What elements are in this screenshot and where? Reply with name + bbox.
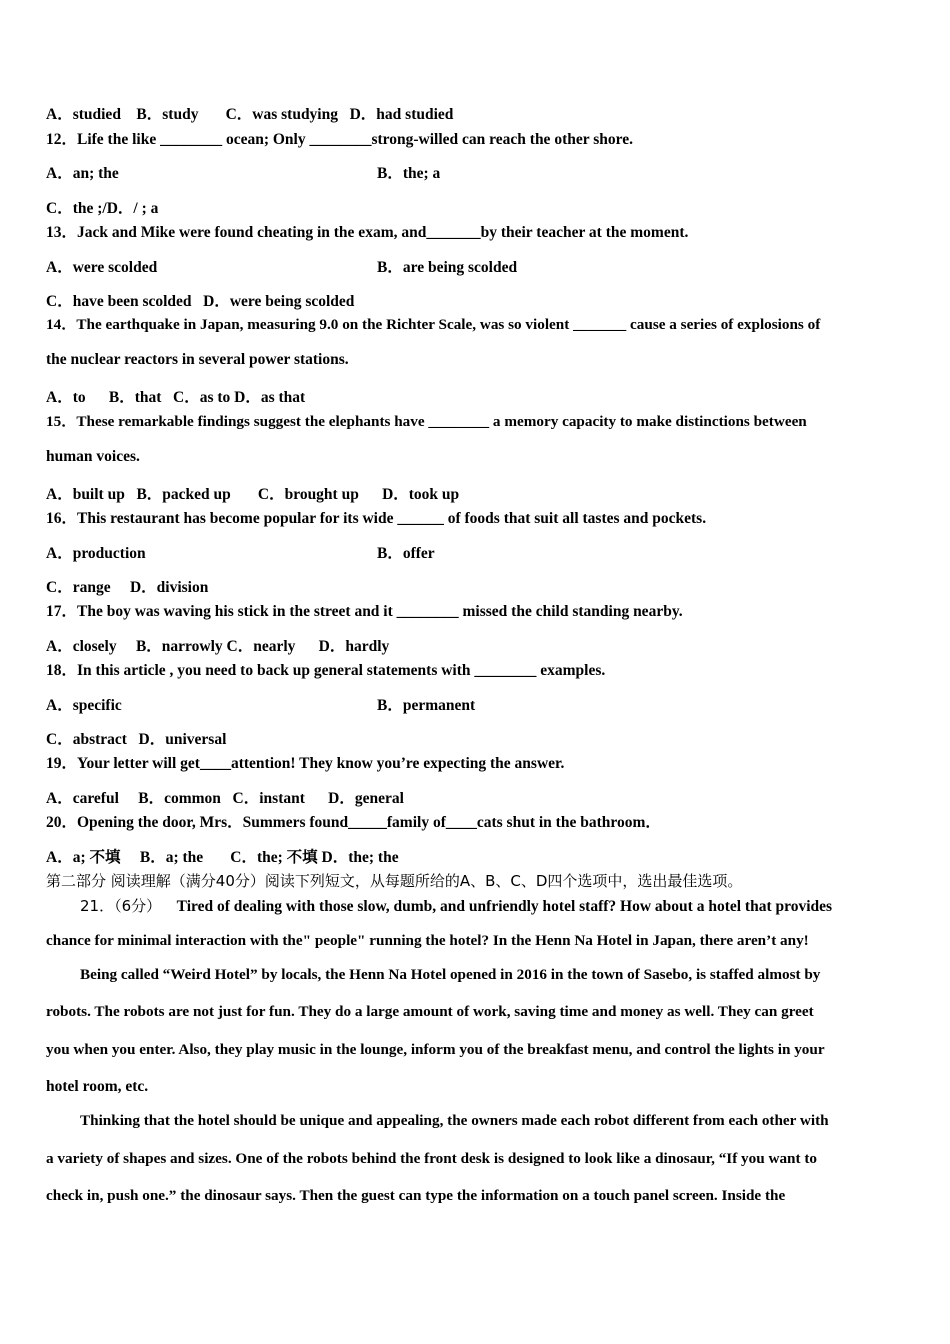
q21-p1-line2: chance for minimal interaction with the" people" running the hotel? In the Henn Na Hotel in Japan, there aren’t any! bbox=[46, 932, 809, 949]
q21-p1-line1: Tired of dealing with those slow, dumb, and unfriendly hotel staff? How about a hotel that provides bbox=[176, 898, 833, 915]
q18-options-cd: C．abstract D．universal bbox=[46, 731, 227, 748]
q21-p2-line4: hotel room, etc. bbox=[46, 1078, 149, 1095]
q13-option-b: B．are being scolded bbox=[377, 259, 518, 276]
q11-options: A．studied B．study C．was studying D．had studied bbox=[46, 106, 454, 123]
q21-p2-line1: Being called “Weird Hotel” by locals, the Henn Na Hotel opened in 2016 in the town of Sasebo, is staffed almost by bbox=[80, 966, 821, 983]
q16-option-a: A．production bbox=[46, 545, 146, 562]
q17-stem: 17．The boy was waving his stick in the street and it ________ missed the child standing nearby. bbox=[46, 603, 683, 620]
q19-options: A．careful B．common C．instant D．general bbox=[46, 790, 404, 807]
q21-intro: 21．（6分） bbox=[80, 897, 162, 915]
q16-options-cd: C．range D．division bbox=[46, 579, 209, 596]
q21-first-line bbox=[80, 895, 832, 916]
q12-options-cd: C．the ;/D．/ ; a bbox=[46, 200, 159, 217]
q15-stem-line1: 15．These remarkable findings suggest the elephants have ________ a memory capacity to make distinctions between bbox=[46, 413, 807, 430]
q17-options: A．closely B．narrowly C．nearly D．hardly bbox=[46, 638, 390, 655]
q21-p3-line3: check in, push one.” the dinosaur says. Then the guest can type the information on a touch panel screen. Inside the bbox=[46, 1187, 786, 1204]
q14-options: A．to B．that C．as to D．as that bbox=[46, 389, 306, 406]
q13-option-a: A．were scolded bbox=[46, 259, 158, 276]
q21-p3-line1: Thinking that the hotel should be unique and appealing, the owners made each robot different from each other with bbox=[80, 1112, 829, 1129]
q16-stem: 16．This restaurant has become popular for its wide ______ of foods that suit all tastes and pockets. bbox=[46, 510, 707, 527]
q20-options: A．a; 不填 B．a; the C．the; 不填 D．the; the bbox=[46, 849, 399, 866]
q12-option-b: B．the; a bbox=[377, 165, 441, 182]
q21-p2-line3: you when you enter. Also, they play music in the lounge, inform you of the breakfast menu, and control the lights in your bbox=[46, 1041, 825, 1058]
q13-options-cd: C．have been scolded D．were being scolded bbox=[46, 293, 355, 310]
q18-stem: 18．In this article , you need to back up general statements with ________ examples. bbox=[46, 662, 606, 679]
q18-option-b: B．permanent bbox=[377, 697, 476, 714]
q13-stem: 13．Jack and Mike were found cheating in the exam, and_______by their teacher at the moment. bbox=[46, 224, 689, 241]
q19-stem: 19．Your letter will get____attention! They know you’re expecting the answer. bbox=[46, 755, 565, 772]
q12-option-a: A．an; the bbox=[46, 165, 119, 182]
q14-stem-line2: the nuclear reactors in several power stations. bbox=[46, 351, 349, 368]
q18-option-a: A．specific bbox=[46, 697, 122, 714]
q16-option-b: B．offer bbox=[377, 545, 435, 562]
q21-p3-line2: a variety of shapes and sizes. One of the robots behind the front desk is designed to look like a dinosaur, “If you want to bbox=[46, 1150, 818, 1167]
q15-options: A．built up B．packed up C．brought up D．took up bbox=[46, 486, 460, 503]
q20-stem: 20．Opening the door, Mrs．Summers found_____family of____cats shut in the bathroom． bbox=[46, 814, 661, 831]
q12-stem: 12．Life the like ________ ocean; Only ________strong-willed can reach the other shore. bbox=[46, 131, 633, 148]
q15-stem-line2: human voices. bbox=[46, 448, 140, 465]
section2-heading: 第二部分 阅读理解（满分40分）阅读下列短文，从每题所给的A、B、C、D四个选项中，选出最佳选项。 bbox=[46, 872, 743, 890]
q14-stem-line1: 14．The earthquake in Japan, measuring 9.0 on the Richter Scale, was so violent _______ cause a series of explosions of bbox=[46, 316, 821, 333]
q21-p2-line2: robots. The robots are not just for fun. They do a large amount of work, saving time and money as well. They can greet bbox=[46, 1003, 814, 1020]
